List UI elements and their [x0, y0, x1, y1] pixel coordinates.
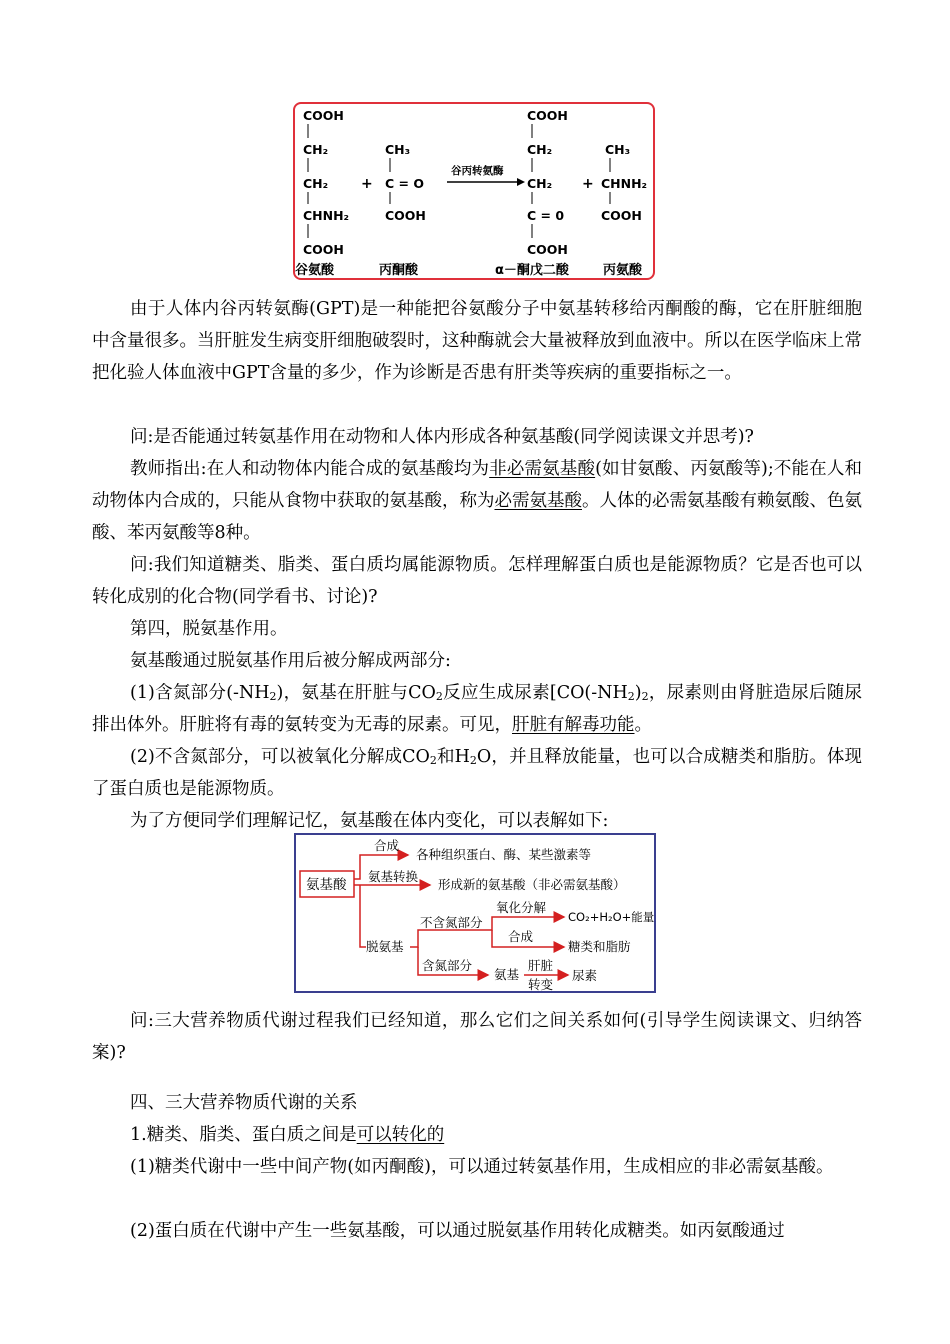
diagram-synth2-result: 糖类和脂肪 — [568, 939, 631, 954]
paragraph-sugar-to-amino: (1)糖类代谢中一些中间产物(如丙酮酸)，可以通过转氨基作用，生成相应的非必需氨基酸。 — [130, 1157, 834, 1177]
paragraph-question-3: 问:三大营养物质代谢过程我们已经知道，那么它们之间关系如何(引导学生阅读课文、归纳答案)? — [92, 1011, 862, 1063]
reaction-right-col1-2: CH₂ — [527, 176, 553, 191]
reaction-name-2: α－酮戊二酸 — [495, 263, 569, 278]
reaction-right-col2-1: CHNH₂ — [601, 176, 648, 191]
diagram-transam-result: 形成新的氨基酸（非必需氨基酸） — [438, 877, 626, 892]
diagram-liver-label: 肝脏 — [528, 958, 554, 973]
paragraph-non-n-part: (2)不含氮部分，可以被氧化分解成$CO_2$和$H_2O$，并且释放能量，也可以合成糖类和脂肪。体现了蛋白质也是能源物质。 — [92, 747, 862, 799]
amino-acid-diagram — [294, 833, 656, 993]
diagram-deam-label: 脱氨基 — [366, 939, 404, 954]
diagram-synth-label: 合成 — [374, 838, 400, 853]
diagram-non-n-label: 不含氮部分 — [420, 915, 483, 930]
paragraph-question-1: 问:是否能通过转氨基作用在动物和人体内形成各种氨基酸(同学阅读课文并思考)? — [130, 427, 754, 447]
reaction-figure — [293, 102, 655, 280]
reaction-right-col2-0: CH₃ — [605, 142, 631, 157]
reaction-name-3: 丙氨酸 — [603, 263, 643, 278]
reaction-right-col1-3: C = 0 — [527, 208, 565, 223]
term-nonessential: 非必需氨基酸 — [489, 459, 596, 479]
reaction-left-col1-0: COOH — [303, 108, 344, 123]
term-convertible: 可以转化的 — [356, 1125, 445, 1145]
paragraph-n-part: (1)含氮部分$(-NH_2)$，氨基在肝脏与$CO_2$反应生成尿素[$CO(-NH_2)_2$，尿素则由肾脏造尿后随尿排出体外。肝脏将有毒的氨转变为无毒的尿素。可见，肝脏有解毒功能。 — [92, 683, 862, 735]
reaction-left-col2-1: C = O — [385, 176, 424, 191]
reaction-left-col1-3: CHNH₂ — [303, 208, 350, 223]
reaction-right-col1-1: CH₂ — [527, 142, 553, 157]
term-liver-detox: 肝脏有解毒功能 — [512, 715, 635, 735]
reaction-name-0: 谷氨酸 — [295, 263, 335, 278]
paragraph-teacher: 教师指出:在人和动物体内能合成的氨基酸均为非必需氨基酸(如甘氨酸、丙氨酸等);不能在人和动物体内合成的，只能从食物中获取的氨基酸，称为必需氨基酸。人体的必需氨基酸有赖氨酸、色氨酸、苯丙氨酸等8种。 — [92, 459, 862, 543]
reaction-left-col2-0: CH₃ — [385, 142, 411, 157]
reaction-plus-2: + — [582, 176, 594, 192]
reaction-diagram — [295, 104, 653, 278]
diagram-urea: 尿素 — [572, 968, 598, 983]
reaction-left-col1-2: CH₂ — [303, 176, 329, 191]
reaction-plus-1: + — [361, 176, 373, 192]
paragraph-gpt: 由于人体内谷丙转氨酶(GPT)是一种能把谷氨酸分子中氨基转移给丙酮酸的酶，它在肝脏细胞中含量很多。当肝脏发生病变肝细胞破裂时，这种酶就会大量被释放到血液中。所以在医学临床上常把化验人体血液中GPT含量的多少，作为诊断是否患有肝类等疾病的重要指标之一。 — [92, 299, 862, 383]
paragraph-deamination: 氨基酸通过脱氨基作用后被分解成两部分: — [130, 651, 451, 671]
diagram-root: 氨基酸 — [306, 877, 347, 893]
diagram-oxid-label: 氧化分解 — [496, 900, 547, 915]
reaction-enzyme: 谷丙转氨酶 — [451, 165, 504, 177]
term-essential: 必需氨基酸 — [494, 491, 582, 511]
paragraph-protein-to-sugar: (2)蛋白质在代谢中产生一些氨基酸，可以通过脱氨基作用转化成糖类。如丙氨酸通过 — [130, 1221, 785, 1241]
paragraph-section-4: 第四，脱氨基作用。 — [130, 619, 288, 639]
diagram-oxid-result: CO₂+H₂O+能量 — [568, 910, 654, 924]
reaction-name-1: 丙酮酸 — [379, 263, 419, 278]
diagram-amino-label: 氨基 — [494, 967, 520, 982]
reaction-left-col1-4: COOH — [303, 242, 344, 257]
reaction-right-col1-4: COOH — [527, 242, 568, 257]
diagram-n-part-label: 含氮部分 — [422, 958, 473, 973]
reaction-right-col2-2: COOH — [601, 208, 642, 223]
paragraph-convertible: 1.糖类、脂类、蛋白质之间是可以转化的 — [130, 1125, 445, 1145]
diagram-convert-label: 转变 — [528, 977, 554, 991]
reaction-left-col1-1: CH₂ — [303, 142, 329, 157]
paragraph-diagram-intro: 为了方便同学们理解记忆，氨基酸在体内变化，可以表解如下: — [130, 811, 609, 831]
diagram-synth2-label: 合成 — [508, 929, 534, 944]
reaction-left-col2-2: COOH — [385, 208, 426, 223]
reaction-right-col1-0: COOH — [527, 108, 568, 123]
section-heading-4: 四、三大营养物质代谢的关系 — [130, 1093, 358, 1113]
diagram-synth-result: 各种组织蛋白、酶、某些激素等 — [416, 847, 592, 862]
paragraph-question-2: 问:我们知道糖类、脂类、蛋白质均属能源物质。怎样理解蛋白质也是能源物质？它是否也可以转化成别的化合物(同学看书、讨论)? — [92, 555, 862, 607]
diagram-transam-label: 氨基转换 — [368, 869, 419, 884]
